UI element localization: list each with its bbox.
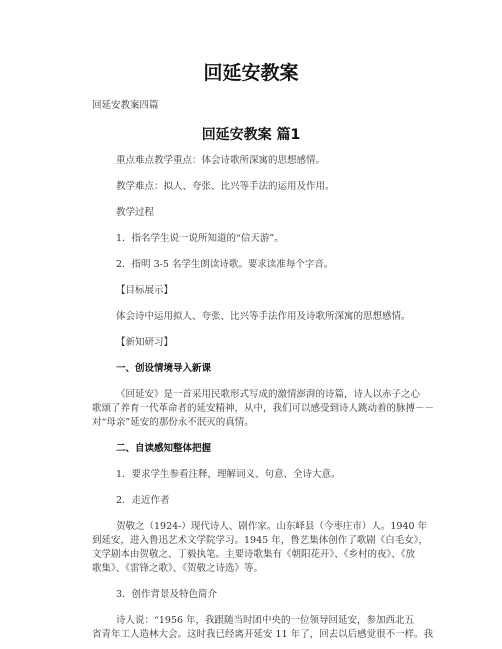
author-paragraph-line-4: 歌集》、《雷锋之歌》、《贺敬之诗选》等。 — [92, 563, 264, 574]
key-points-line: 重点难点教学重点：体会诗歌所深寓的思想感情。 — [116, 155, 326, 166]
part1-paragraph-line-2: 歌颂了养育一代革命者的延安精神，从中，我们可以感受到诗人跳动着的脉搏－－ — [92, 403, 435, 414]
goal-header: 【目标展示】 — [116, 285, 174, 296]
background-paragraph-line-2: 省青年工人造林大会。这时我已经离开延安 11 年了，回去以后感觉很不一样。我 — [92, 629, 434, 640]
author-paragraph-line-3: 文学剧本由贺敬之、丁毅执笔。主要诗歌集有《朝阳花开》、《乡村的夜》、《放 — [92, 549, 416, 560]
section-title: 回延安教案 篇1 — [201, 127, 301, 143]
process-step-2: 2．指明 3-5 名学生朗读诗歌。要求读准每个字音。 — [116, 259, 334, 270]
process-heading: 教学过程 — [116, 207, 155, 218]
part1-paragraph-line-1: 《回延安》是一首采用民歌形式写成的激情澎湃的诗篇，诗人以赤子之心 — [116, 389, 421, 400]
part1-title: 一、创设情境导入新课 — [116, 363, 212, 374]
goal-text: 体会诗中运用拟人、夸张、比兴等手法作用及诗歌所深寓的思想感情。 — [116, 311, 411, 322]
difficulty-line: 教学难点：拟人、夸张、比兴等手法的运用及作用。 — [116, 181, 335, 192]
new-knowledge-header: 【新知研习】 — [116, 337, 174, 348]
author-paragraph-line-1: 贺敬之（1924-）现代诗人、剧作家。山东峄县（今枣庄市）人。1940 年 — [116, 521, 428, 532]
document-subtitle: 回延安教案四篇 — [92, 100, 159, 111]
part2-step-2: 2．走近作者 — [116, 495, 170, 506]
author-paragraph-line-2: 到延安，进入鲁迅艺术文学院学习。1945 年，鲁艺集体创作了歌剧《白毛女》， — [92, 535, 428, 546]
part2-title: 二、自读感知整体把握 — [116, 443, 212, 454]
background-paragraph-line-1: 诗人说：“1956 年，我跟随当时团中央的一位领导回延安，参加西北五 — [116, 615, 415, 626]
process-step-1: 1．指名学生说一说所知道的“信天游”。 — [116, 233, 284, 244]
part2-step-3: 3．创作背景及特色简介 — [116, 589, 218, 600]
part1-paragraph-line-3: 对“母亲”延安的那份永不泯灭的真情。 — [92, 417, 254, 428]
document-title: 回延安教案 — [203, 62, 299, 84]
part2-step-1: 1．要求学生参看注释，理解词义、句意、全诗大意。 — [116, 469, 341, 480]
